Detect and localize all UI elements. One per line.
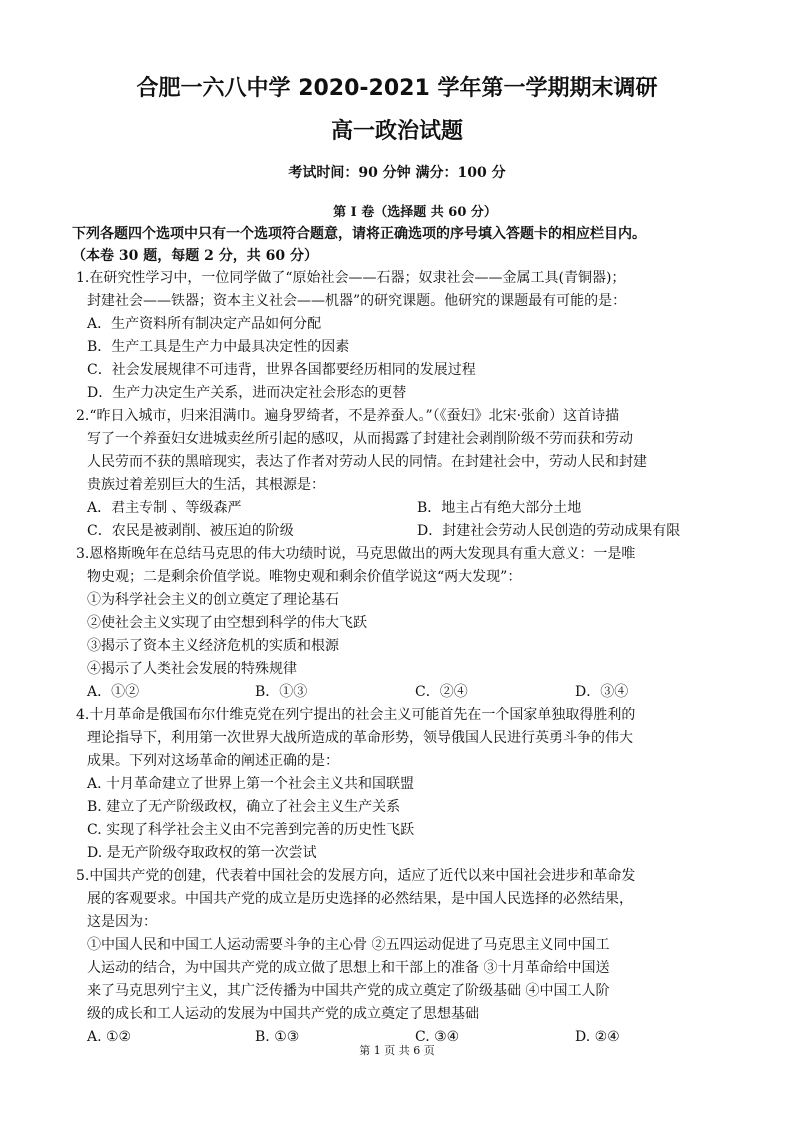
exam-subtitle: 高一政治试题 [330,119,463,144]
option-c: C. 实现了科学社会主义由不完善到完善的历史性飞跃 [87,822,415,838]
question-3 [76,543,754,704]
question-stem: 这是因为： [87,914,157,930]
options-row [76,520,754,543]
exam-body [72,203,754,1049]
statement-2: ②使社会主义实现了由空想到科学的伟大飞跃 [87,615,367,631]
options-row [76,681,754,704]
question-2 [76,405,754,543]
option-b: B. ①③ [255,1029,300,1045]
page-footer: 第 1 页 共 6 页 [359,1044,435,1057]
question-stem: 3.恩格斯晚年在总结马克思的伟大功绩时说，马克思做出的两大发现具有重大意义：一是唯 [76,546,636,562]
option-d: D. ②④ [575,1029,620,1045]
option-c: C．②④ [415,684,468,700]
option-c: C．农民是被剥削、被压迫的阶级 [87,523,294,539]
statements: 级的成长和工人运动的发展为中国共产党的成立奠定了思想基础 [87,1006,479,1022]
question-4 [76,704,754,865]
question-stem: 人民劳而不获的黑暗现实，表达了作者对劳动人民的同情。在封建社会中，劳动人民和封建 [87,454,647,470]
option-a: A．君主专制 、等级森严 [87,500,242,516]
option-b: B. 建立了无产阶级政权，确立了社会主义生产关系 [87,799,401,815]
options-row [76,497,754,520]
question-stem: 4.十月革命是俄国布尔什维克党在列宁提出的社会主义可能首先在一个国家单独取得胜利的 [76,707,636,723]
option-b: B．地主占有绝大部分土地 [417,500,582,516]
option-d: D．生产力决定生产关系，进而决定社会形态的更替 [87,385,407,401]
option-d: D．封建社会劳动人民创造的劳动成果有限 [417,523,681,539]
question-stem: 成果。下列对这场革命的阐述正确的是： [87,753,339,769]
statement-4: ④揭示了人类社会发展的特殊规律 [87,661,297,677]
statement-1: ①为科学社会主义的创立奠定了理论基石 [87,592,339,608]
option-a: A. 十月革命建立了世界上第一个社会主义共和国联盟 [87,776,415,792]
statements: ①中国人民和中国工人运动需要斗争的主心骨 ②五四运动促进了马克思主义同中国工 [87,937,610,953]
question-stem: 展的客观要求。中国共产党的成立是历史选择的必然结果，是中国人民选择的必然结果， [87,891,633,907]
question-stem: 1.在研究性学习中，一位同学做了“原始社会——石器；奴隶社会——金属工具(青铜器)； [76,270,626,286]
option-b: B．生产工具是生产力中最具决定性的因素 [87,339,350,355]
instructions-line: 下列各题四个选项中只有一个选项符合题意，请将正确选项的序号填入答题卡的相应栏目内。 [72,226,646,242]
option-a: A．①② [87,684,140,700]
exam-meta: 考试时间：90 分钟 满分：100 分 [288,165,506,181]
question-1 [76,267,754,405]
question-stem: 贵族过着差别巨大的生活，其根源是： [87,477,325,493]
option-c: C．社会发展规律不可违背，世界各国都要经历相同的发展过程 [87,362,476,378]
option-b: B．①③ [255,684,308,700]
question-stem: 写了一个养蚕妇女进城卖丝所引起的感叹，从而揭露了封建社会剥削阶级不劳而获和劳动 [87,431,633,447]
option-a: A. ①② [87,1029,132,1045]
option-d: D. 是无产阶级夺取政权的第一次尝试 [87,845,317,861]
question-stem: 2.“昨日入城市，归来泪满巾。遍身罗绮者，不是养蚕人。”（《蚕妇》北宋·张俞）这首诗描 [76,408,620,424]
question-stem: 封建社会——铁器；资本主义社会——机器”的研究课题。他研究的课题最有可能的是： [87,293,627,309]
option-c: C. ③④ [415,1029,460,1045]
instructions-line: （本卷 30 题，每题 2 分，共 60 分） [72,248,318,264]
option-a: A．生产资料所有制决定产品如何分配 [87,316,322,332]
question-5 [76,865,754,1049]
statements: 来了马克思列宁主义，其广泛传播为中国共产党的成立奠定了阶级基础 ④中国工人阶 [87,983,610,999]
statements: 人运动的结合，为中国共产党的成立做了思想上和干部上的准备 ③十月革命给中国送 [87,960,610,976]
question-stem: 物史观；二是剩余价值学说。唯物史观和剩余价值学说这“两大发现”： [87,569,522,585]
statement-3: ③揭示了资本主义经济危机的实质和根源 [87,638,339,654]
instructions [72,223,754,267]
question-stem: 5.中国共产党的创建，代表着中国社会的发展方向，适应了近代以来中国社会进步和革命发 [76,868,636,884]
exam-title: 合肥一六八中学 2020-2021 学年第一学期期末调研 [136,76,658,101]
section-heading: 第 I 卷（选择题 共 60 分） [333,205,497,220]
question-stem: 理论指导下，利用第一次世界大战所造成的革命形势，领导俄国人民进行英勇斗争的伟大 [87,730,633,746]
option-d: D．③④ [575,684,629,700]
